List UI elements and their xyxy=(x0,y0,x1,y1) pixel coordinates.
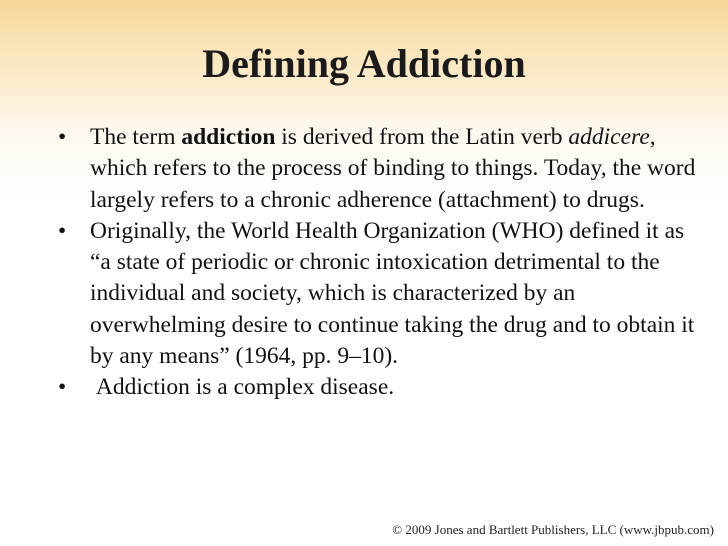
bullet-text: Originally, the World Health Organization (WHO) defined it as “a state of periodic or chronic intoxication detrimental to the individual and society, which is characterized by an overwhelming desire to continue taking the drug and to obtain it by any means” (1964, pp. 9–10). xyxy=(90,217,695,370)
slide-title: Defining Addiction xyxy=(202,41,526,86)
bullet-text: Addiction is a complex disease. xyxy=(90,374,395,401)
copyright-footer: © 2009 Jones and Bartlett Publishers, LLC (www.jbpub.com) xyxy=(392,522,714,537)
bullet-marker: • xyxy=(58,374,67,401)
bullet-text: is derived from the Latin verb xyxy=(275,124,569,150)
bullet-marker: • xyxy=(58,124,67,150)
bullet-item xyxy=(58,216,698,372)
bullet-list xyxy=(58,122,698,404)
italic-term: addicere xyxy=(568,124,650,150)
bold-term: addiction xyxy=(181,124,276,150)
bullet-item xyxy=(58,122,698,216)
bullet-text: The term xyxy=(90,124,182,150)
bullet-marker: • xyxy=(58,217,67,244)
bullet-text: , which refers to the process of binding to things. Today, the word largely refers to a chronic adherence (attachment) to drugs. xyxy=(90,124,696,213)
bullet-item xyxy=(58,372,698,403)
